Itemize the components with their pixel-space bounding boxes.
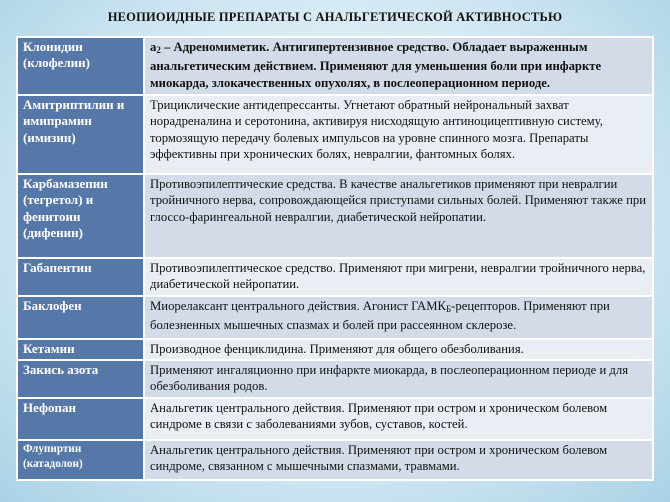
drug-name: Нефопан [17, 398, 144, 440]
drug-name: Карбамазепин (тегретол) и фенитоин (дифенин) [17, 174, 144, 258]
desc-text: – Адреномиметик. Антигипертензивное средство. Обладает выраженным анальгетическим действием. Применяют для уменьшения боли при инфаркте миокарда, злокачественных опухолях, в послеоперационном периоде. [150, 40, 602, 90]
drug-name: Баклофен [17, 296, 144, 339]
drug-name: Амитриптилин и имипрамин (имизин) [17, 95, 144, 174]
drug-name: Закись азота [17, 360, 144, 398]
desc-prefix: Миорелаксант центрального действия. Агонист ГАМК [150, 299, 446, 313]
table-row [17, 339, 653, 360]
drug-description [144, 37, 653, 95]
desc-subscript: Б [445, 304, 452, 314]
drug-description: Противоэпилептические средства. В качестве анальгетиков применяют при невралгии тройничного нерва, сопровождающейся приступами сильных болей. Применяют также при глоссо-фарингеальной невралгии, диабетической нейропатии. [144, 174, 653, 258]
drug-description [144, 296, 653, 339]
drug-name: Габапентин [17, 258, 144, 296]
drug-description: Противоэпилептическое средство. Применяют при мигрени, невралгии тройничного нерва, диабетической нейропатии. [144, 258, 653, 296]
desc-subscript: 2 [156, 45, 161, 55]
desc-prefix: a [150, 40, 157, 54]
slide-title: НЕОПИОИДНЫЕ ПРЕПАРАТЫ С АНАЛЬГЕТИЧЕСКОЙ АКТИВНОСТЬЮ [107, 10, 563, 24]
table-row [17, 440, 653, 480]
drug-description: Применяют ингаляционно при инфаркте миокарда, в послеоперационном периоде и для обезболивания родов. [144, 360, 653, 398]
table-row [17, 174, 653, 258]
table-row [17, 360, 653, 398]
drug-description: Анальгетик центрального действия. Применяют при остром и хроническом болевом синдроме в связи с заболеваниями зубов, суставов, костей. [144, 398, 653, 440]
drug-description: Трициклические антидепрессанты. Угнетают обратный нейрональный захват норадреналина и серотонина, активируя нисходящую антиноцицептивную систему, тормозящую передачу болевых импульсов на уровне спинного мозга. Препараты эффективны при хронических болях, невралгии, фантомных болях. [144, 95, 653, 174]
table-row [17, 37, 653, 95]
drug-table [16, 36, 654, 481]
desc-text: -рецепторов. Применяют при болезненных мышечных спазмах и болей при рассеянном склерозе. [150, 299, 610, 333]
drug-name: Клонидин (клофелин) [17, 37, 144, 95]
table-row [17, 258, 653, 296]
drug-name: Флупиртин (катадолон) [17, 440, 144, 480]
drug-description: Производное фенциклидина. Применяют для общего обезболивания. [144, 339, 653, 360]
drug-name: Кетамин [17, 339, 144, 360]
table-row [17, 296, 653, 339]
table-row [17, 95, 653, 174]
drug-description: Анальгетик центрального действия. Применяют при остром и хроническом болевом синдроме, связанном с мышечными спазмами, травмами. [144, 440, 653, 480]
table-row [17, 398, 653, 440]
